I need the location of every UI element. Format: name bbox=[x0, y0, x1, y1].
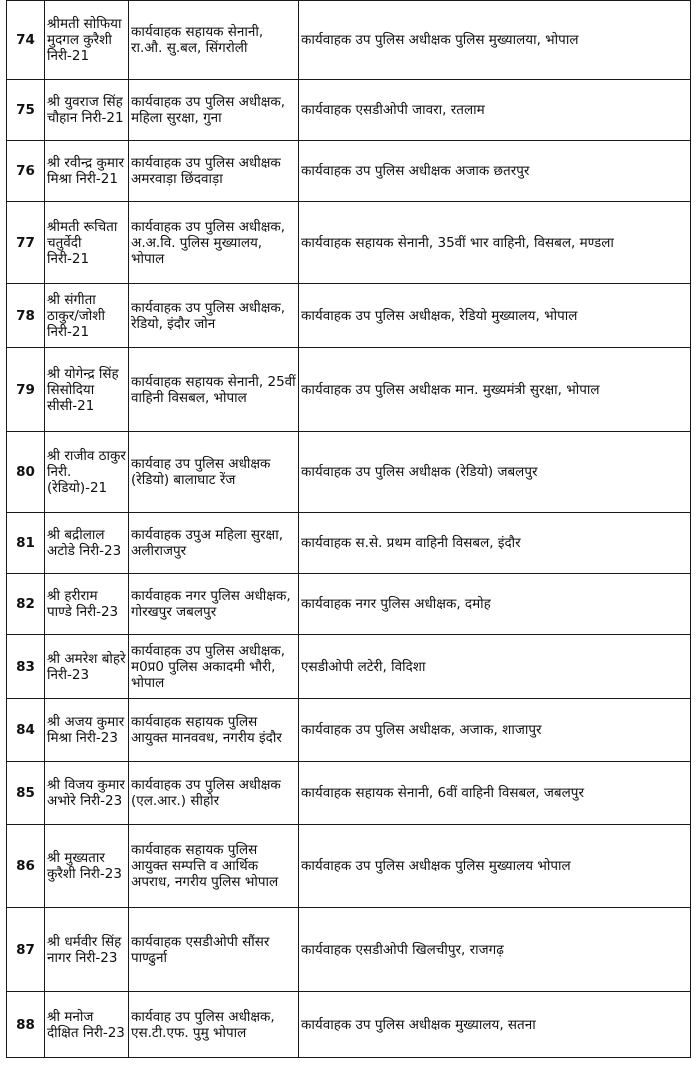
serial-number: 87 bbox=[7, 908, 45, 992]
table-row bbox=[7, 635, 691, 699]
table-row bbox=[7, 762, 691, 825]
officer-name: श्री मनोज दीक्षित निरी-23 bbox=[45, 992, 129, 1058]
table-row bbox=[7, 80, 691, 141]
new-posting: कार्यवाहक एसडीओपी खिलचीपुर, राजगढ़ bbox=[299, 908, 691, 992]
officer-name: श्री विजय कुमार अभोरे निरी-23 bbox=[45, 762, 129, 825]
serial-number: 78 bbox=[7, 284, 45, 348]
new-posting: कार्यवाहक नगर पुलिस अधीक्षक, दमोह bbox=[299, 574, 691, 635]
officer-name: श्री राजीव ठाकुर निरी. (रेडियो)-21 bbox=[45, 432, 129, 513]
officer-name: श्री अमरेश बोहरे निरी-23 bbox=[45, 635, 129, 699]
serial-number: 74 bbox=[7, 1, 45, 80]
serial-number: 86 bbox=[7, 825, 45, 908]
new-posting: कार्यवाहक उप पुलिस अधीक्षक, अजाक, शाजापुर bbox=[299, 699, 691, 762]
serial-number: 76 bbox=[7, 141, 45, 202]
current-posting: कार्यवाहक सहायक पुलिस आयुक्त सम्पत्ति व आर्थिक अपराध, नगरीय पुलिस भोपाल bbox=[129, 825, 299, 908]
table-row bbox=[7, 574, 691, 635]
new-posting: कार्यवाहक सहायक सेनानी, 35वीं भार वाहिनी, विसबल, मण्डला bbox=[299, 202, 691, 284]
new-posting: कार्यवाहक उप पुलिस अधीक्षक मुख्यालय, सतना bbox=[299, 992, 691, 1058]
serial-number: 81 bbox=[7, 513, 45, 574]
new-posting: एसडीओपी लटेरी, विदिशा bbox=[299, 635, 691, 699]
serial-number: 82 bbox=[7, 574, 45, 635]
current-posting: कार्यवाहक सहायक पुलिस आयुक्त मानववध, नगरीय इंदौर bbox=[129, 699, 299, 762]
officer-name: श्री योगेन्द्र सिंह सिसोदिया सीसी-21 bbox=[45, 348, 129, 432]
table-row bbox=[7, 202, 691, 284]
serial-number: 84 bbox=[7, 699, 45, 762]
transfer-list-table bbox=[6, 0, 691, 1058]
officer-name: श्री रवीन्द्र कुमार मिश्रा निरी-21 bbox=[45, 141, 129, 202]
officer-name: श्री युवराज सिंह चौहान निरी-21 bbox=[45, 80, 129, 141]
current-posting: कार्यवाहक उप पुलिस अधीक्षक, महिला सुरक्षा, गुना bbox=[129, 80, 299, 141]
current-posting: कार्यवाहक उप पुलिस अधीक्षक, रेडियो, इंदौर जोन bbox=[129, 284, 299, 348]
officer-name: श्रीमती रूचिता चतुर्वेदी निरी-21 bbox=[45, 202, 129, 284]
serial-number: 77 bbox=[7, 202, 45, 284]
table-row bbox=[7, 908, 691, 992]
officer-name: श्रीमती सोफिया मुदगल कुरैशी निरी-21 bbox=[45, 1, 129, 80]
current-posting: कार्यवाहक सहायक सेनानी, 25वीं वाहिनी विसबल, भोपाल bbox=[129, 348, 299, 432]
new-posting: कार्यवाहक उप पुलिस अधीक्षक (रेडियो) जबलपुर bbox=[299, 432, 691, 513]
serial-number: 83 bbox=[7, 635, 45, 699]
table-row bbox=[7, 699, 691, 762]
new-posting: कार्यवाहक उप पुलिस अधीक्षक, रेडियो मुख्यालय, भोपाल bbox=[299, 284, 691, 348]
serial-number: 85 bbox=[7, 762, 45, 825]
serial-number: 88 bbox=[7, 992, 45, 1058]
table-row bbox=[7, 513, 691, 574]
new-posting: कार्यवाहक उप पुलिस अधीक्षक अजाक छतरपुर bbox=[299, 141, 691, 202]
new-posting: कार्यवाहक एसडीओपी जावरा, रतलाम bbox=[299, 80, 691, 141]
officer-name: श्री अजय कुमार मिश्रा निरी-23 bbox=[45, 699, 129, 762]
current-posting: कार्यवाह उप पुलिस अधीक्षक (रेडियो) बालाघाट रेंज bbox=[129, 432, 299, 513]
table-row bbox=[7, 1, 691, 80]
current-posting: कार्यवाहक उपुअ महिला सुरक्षा, अलीराजपुर bbox=[129, 513, 299, 574]
current-posting: कार्यवाहक एसडीओपी सौंसर पाण्ढुर्ना bbox=[129, 908, 299, 992]
table-row bbox=[7, 348, 691, 432]
current-posting: कार्यवाहक सहायक सेनानी, रा.औ. सु.बल, सिंगरोली bbox=[129, 1, 299, 80]
table-row bbox=[7, 992, 691, 1058]
current-posting: कार्यवाह उप पुलिस अधीक्षक, एस.टी.एफ. पुमु भोपाल bbox=[129, 992, 299, 1058]
new-posting: कार्यवाहक उप पुलिस अधीक्षक मान. मुख्यमंत्री सुरक्षा, भोपाल bbox=[299, 348, 691, 432]
serial-number: 80 bbox=[7, 432, 45, 513]
officer-name: श्री संगीता ठाकुर/जोशी निरी-21 bbox=[45, 284, 129, 348]
current-posting: कार्यवाहक नगर पुलिस अधीक्षक, गोरखपुर जबलपुर bbox=[129, 574, 299, 635]
serial-number: 75 bbox=[7, 80, 45, 141]
officer-name: श्री मुख्यतार कुरैशी निरी-23 bbox=[45, 825, 129, 908]
new-posting: कार्यवाहक उप पुलिस अधीक्षक पुलिस मुख्यालया, भोपाल bbox=[299, 1, 691, 80]
officer-name: श्री बद्रीलाल अटोडे निरी-23 bbox=[45, 513, 129, 574]
current-posting: कार्यवाहक उप पुलिस अधीक्षक, म0प्र0 पुलिस अकादमी भौरी, भोपाल bbox=[129, 635, 299, 699]
table-row bbox=[7, 141, 691, 202]
serial-number: 79 bbox=[7, 348, 45, 432]
table-row bbox=[7, 284, 691, 348]
current-posting: कार्यवाहक उप पुलिस अधीक्षक (एल.आर.) सीहोर bbox=[129, 762, 299, 825]
new-posting: कार्यवाहक स.से. प्रथम वाहिनी विसबल, इंदौर bbox=[299, 513, 691, 574]
officer-name: श्री धर्मवीर सिंह नागर निरी-23 bbox=[45, 908, 129, 992]
current-posting: कार्यवाहक उप पुलिस अधीक्षक, अ.अ.वि. पुलिस मुख्यालय, भोपाल bbox=[129, 202, 299, 284]
officer-name: श्री हरीराम पाण्डे निरी-23 bbox=[45, 574, 129, 635]
current-posting: कार्यवाहक उप पुलिस अधीक्षक अमरवाड़ा छिंदवाड़ा bbox=[129, 141, 299, 202]
table-row bbox=[7, 432, 691, 513]
new-posting: कार्यवाहक उप पुलिस अधीक्षक पुलिस मुख्यालय भोपाल bbox=[299, 825, 691, 908]
new-posting: कार्यवाहक सहायक सेनानी, 6वीं वाहिनी विसबल, जबलपुर bbox=[299, 762, 691, 825]
table-row bbox=[7, 825, 691, 908]
